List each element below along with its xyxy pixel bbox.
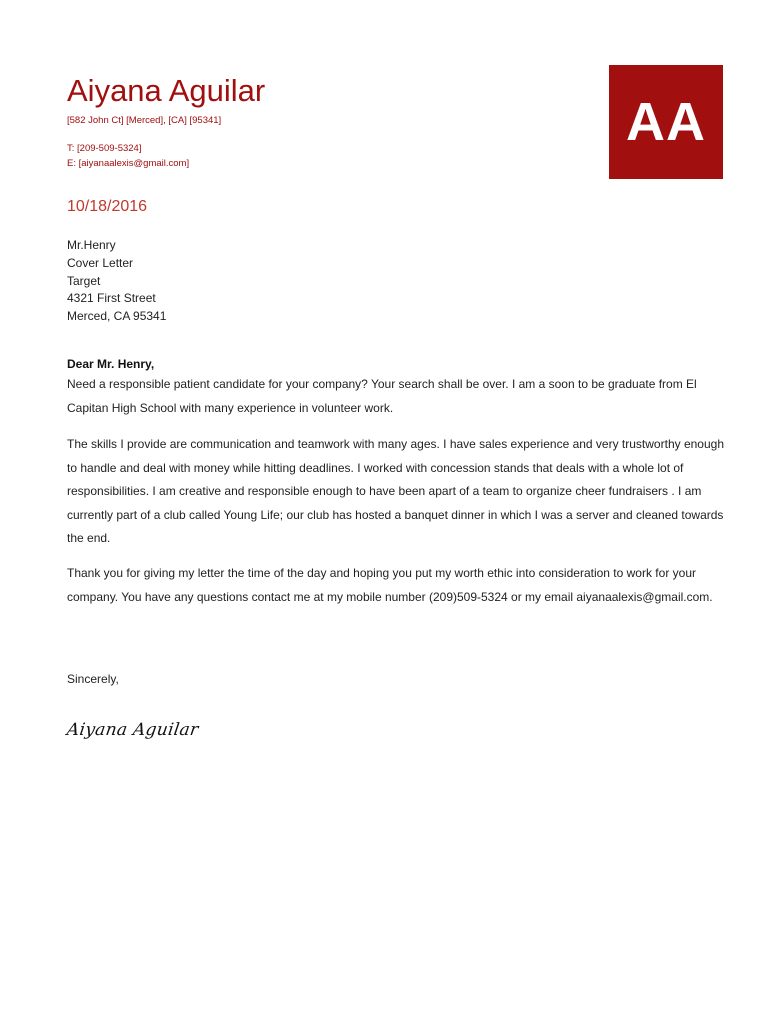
sender-address: [582 John Ct] [Merced], [CA] [95341]: [67, 115, 222, 126]
closing: Sincerely,: [67, 672, 119, 686]
recipient-street: 4321 First Street: [67, 291, 156, 306]
monogram-badge: [609, 65, 723, 179]
body-paragraph-1: Need a responsible patient candidate for your company? Your search shall be over. I am a soon to be graduate from El Capitan High School with many experience in volunteer work.: [67, 377, 697, 415]
body-paragraph-2: The skills I provide are communication and teamwork with many ages. I have sales experience and very trustworthy enough to handle and deal with money while hitting deadlines. I worked with concession stands that deals with a whole lot of responsibilities. I am creative and responsible enough to have been apart of a team to organize cheer fundraisers . I am currently part of a club called Young Life; our club has hosted a banquet dinner in which I was a server and cleaned towards the end.: [67, 437, 724, 545]
sender-email: E: [aiyanaalexis@gmail.com]: [67, 158, 190, 169]
body-paragraph-3: Thank you for giving my letter the time of the day and hoping you put my worth ethic into consideration to work for your company. You have any questions contact me at my mobile number (209)509-5324 or my email aiyanaalexis@gmail.com.: [67, 566, 713, 604]
signature: Aiyana Aguilar: [65, 720, 200, 740]
recipient-title: Cover Letter: [67, 255, 134, 270]
monogram-initials: AA: [626, 92, 706, 152]
sender-name: Aiyana Aguilar: [67, 73, 266, 108]
salutation: Dear Mr. Henry,: [67, 357, 155, 371]
recipient-city: Merced, CA 95341: [67, 309, 167, 324]
letter-date: 10/18/2016: [67, 198, 148, 215]
sender-phone: T: [209-509-5324]: [67, 143, 142, 154]
recipient-company: Target: [67, 273, 101, 288]
recipient-name: Mr.Henry: [67, 238, 116, 252]
recipient-block: [67, 237, 166, 326]
